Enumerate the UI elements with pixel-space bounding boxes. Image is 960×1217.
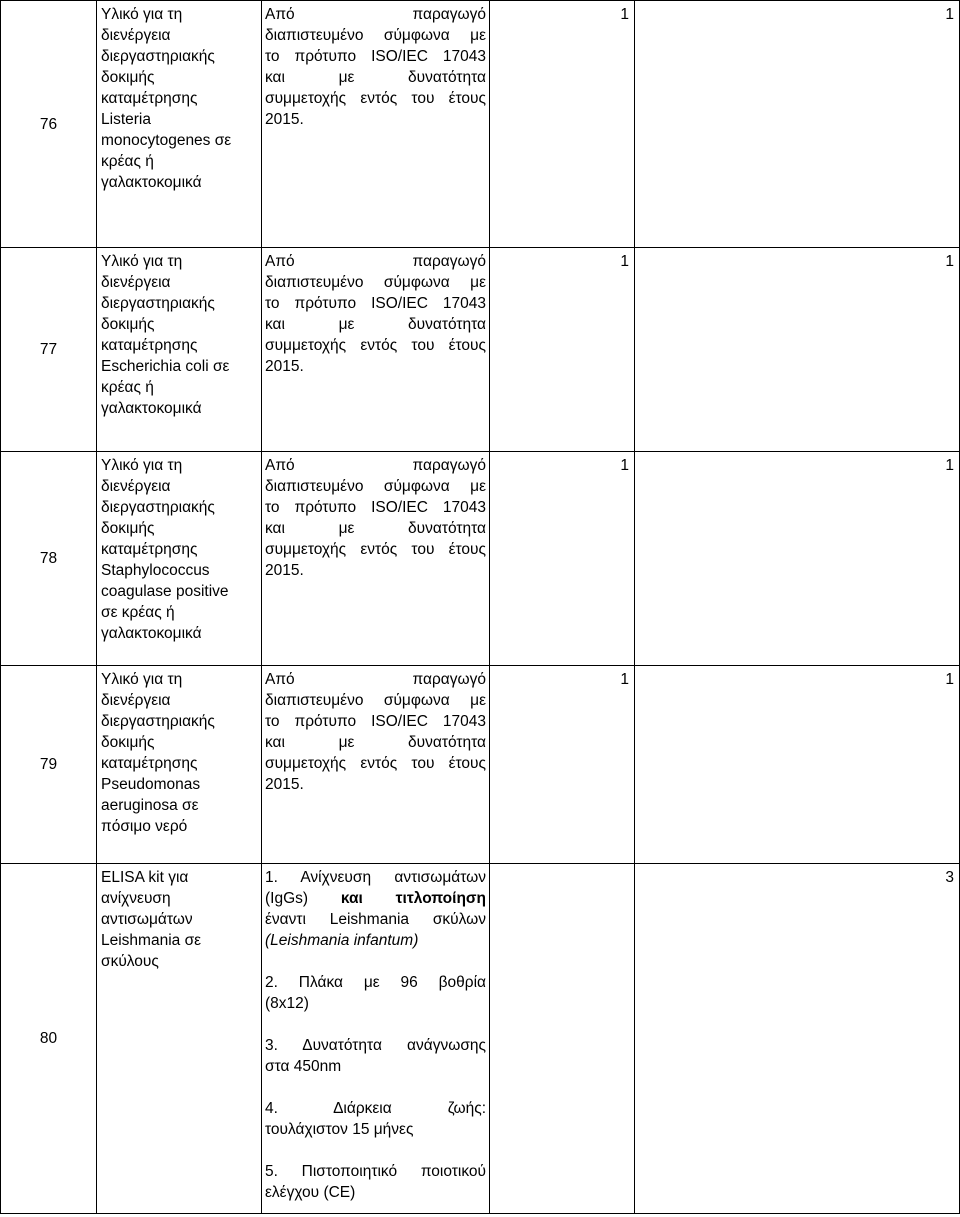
material-description: Υλικό για τη διενέργεια διεργαστηριακής δοκιμής καταμέτρησης Escherichia coli σε κρέας ή γαλακτοκομικά — [97, 248, 262, 452]
quantity-a — [490, 864, 635, 1214]
quantity-a: 1 — [490, 666, 635, 864]
spec-item: 5. Πιστοποιητικό ποιοτικού ελέγχου (CE) — [265, 1163, 486, 1201]
specification-text: Από παραγωγό διαπιστευμένο σύμφωνα με το πρότυπο ISO/IEC 17043 και με δυνατότητα συμμετοχής εντός του έτους 2015. — [262, 1, 490, 248]
material-description: ELISA kit για ανίχνευση αντισωμάτων Leishmania σε σκύλους — [97, 864, 262, 1214]
material-description: Υλικό για τη διενέργεια διεργαστηριακής δοκιμής καταμέτρησης Staphylococcus coagulase positive σε κρέας ή γαλακτοκομικά — [97, 452, 262, 666]
row-number: 77 — [1, 248, 97, 452]
quantity-b: 1 — [635, 452, 960, 666]
specification-list — [262, 864, 490, 1214]
spec-item: 4. Διάρκεια ζωής: τουλάχιστον 15 μήνες — [265, 1100, 486, 1138]
specification-text: Από παραγωγό διαπιστευμένο σύμφωνα με το πρότυπο ISO/IEC 17043 και με δυνατότητα συμμετοχής εντός του έτους 2015. — [262, 248, 490, 452]
table-row — [1, 864, 960, 1214]
table-row — [1, 1, 960, 248]
quantity-b: 1 — [635, 666, 960, 864]
quantity-b: 1 — [635, 1, 960, 248]
specification-text: Από παραγωγό διαπιστευμένο σύμφωνα με το πρότυπο ISO/IEC 17043 και με δυνατότητα συμμετοχής εντός του έτους 2015. — [262, 452, 490, 666]
row-number: 80 — [1, 864, 97, 1214]
spec-item: 3. Δυνατότητα ανάγνωσης στα 450nm — [265, 1037, 486, 1075]
table-row — [1, 248, 960, 452]
material-description: Υλικό για τη διενέργεια διεργαστηριακής δοκιμής καταμέτρησης Pseudomonas aeruginosa σε πόσιμο νερό — [97, 666, 262, 864]
row-number: 78 — [1, 452, 97, 666]
table-row — [1, 666, 960, 864]
row-number: 79 — [1, 666, 97, 864]
specification-text: Από παραγωγό διαπιστευμένο σύμφωνα με το πρότυπο ISO/IEC 17043 και με δυνατότητα συμμετοχής εντός του έτους 2015. — [262, 666, 490, 864]
quantity-a: 1 — [490, 452, 635, 666]
spec-item: 1. Ανίχνευση αντισωμάτων (IgGs) και τιτλοποίηση έναντι Leishmania σκύλων (Leishmania infantum) — [265, 869, 486, 949]
row-number: 76 — [1, 1, 97, 248]
quantity-a: 1 — [490, 1, 635, 248]
quantity-b: 1 — [635, 248, 960, 452]
quantity-a: 1 — [490, 248, 635, 452]
material-description: Υλικό για τη διενέργεια διεργαστηριακής δοκιμής καταμέτρησης Listeria monocytogenes σε κρέας ή γαλακτοκομικά — [97, 1, 262, 248]
table-row — [1, 452, 960, 666]
spec-item: 2. Πλάκα με 96 βοθρία (8x12) — [265, 974, 486, 1012]
quantity-b: 3 — [635, 864, 960, 1214]
